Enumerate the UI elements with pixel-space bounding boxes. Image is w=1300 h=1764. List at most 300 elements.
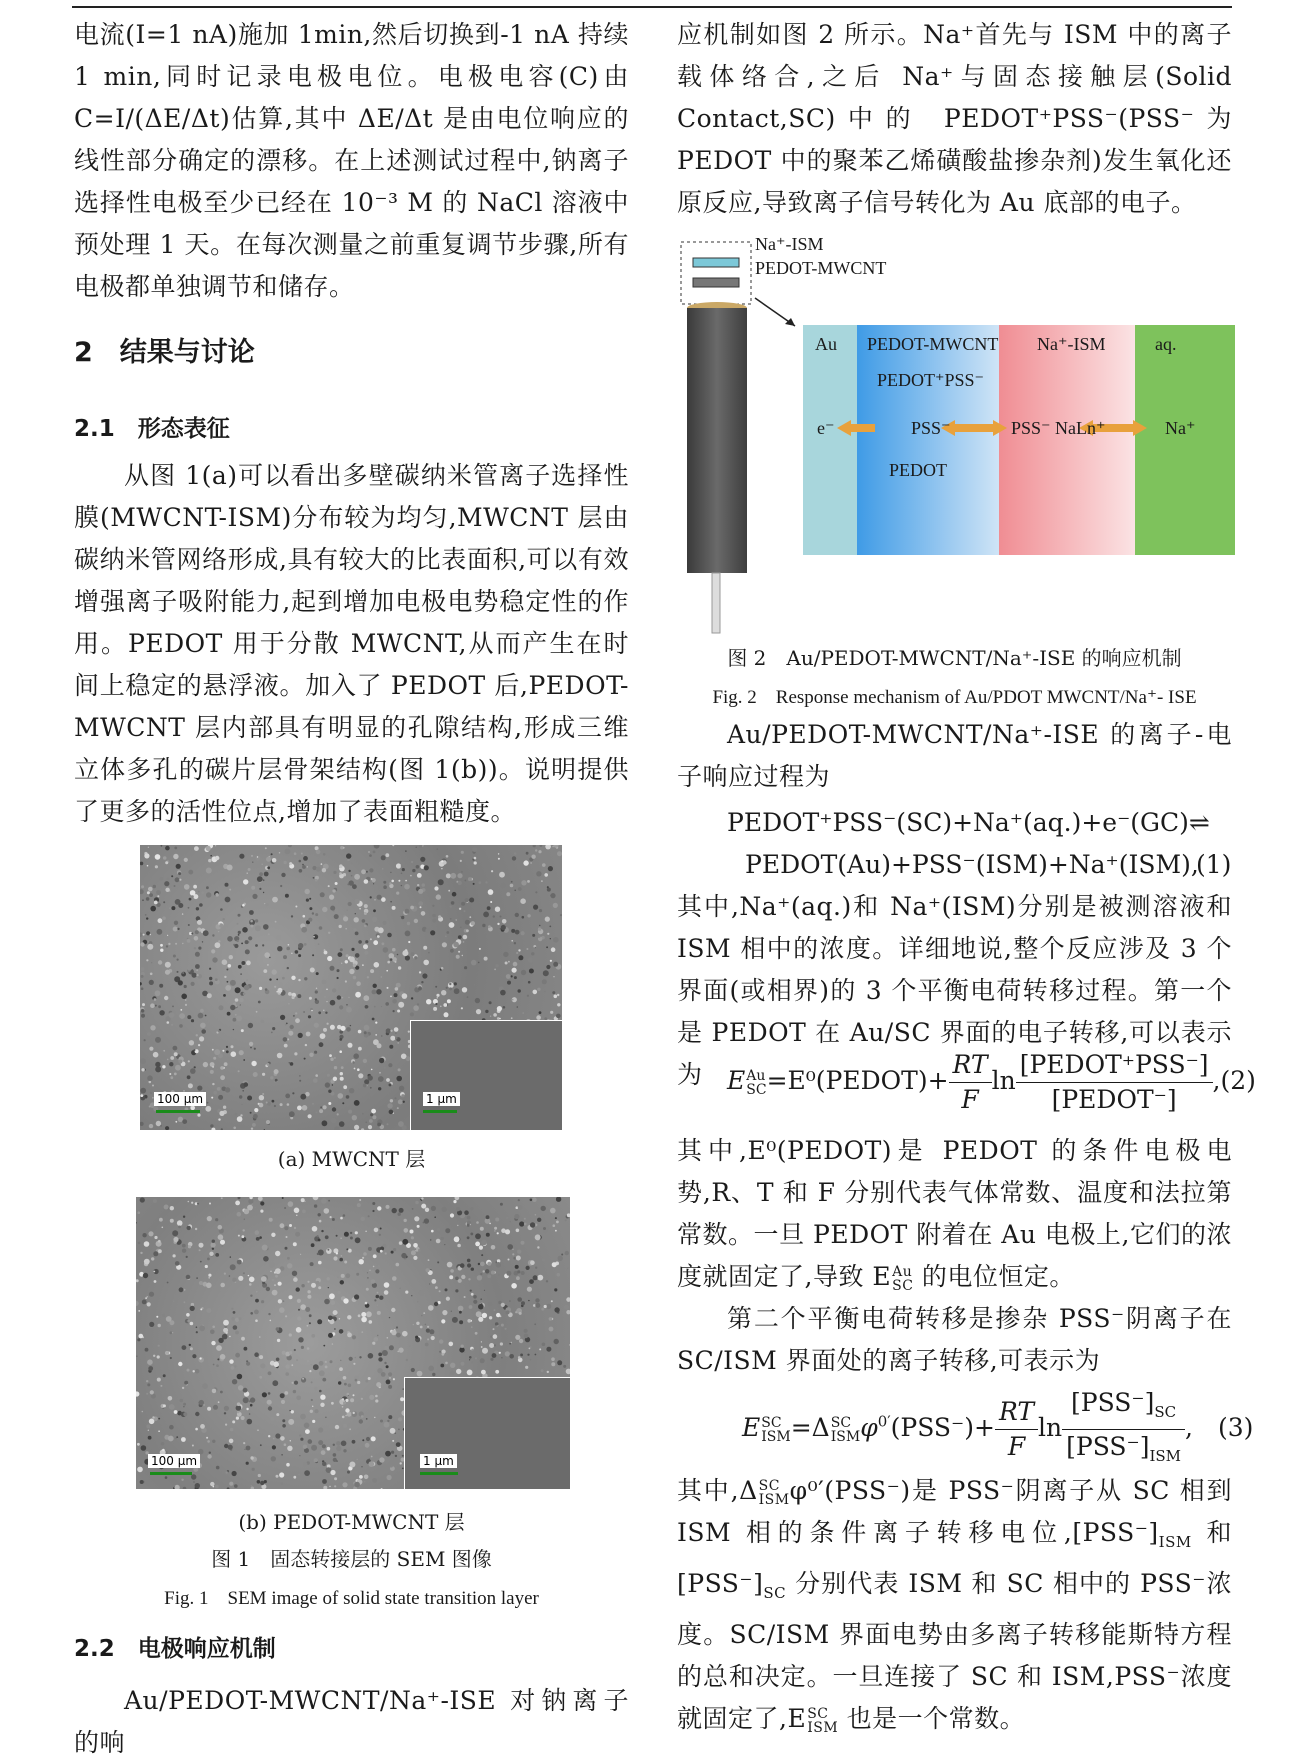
sem-grain: [449, 1275, 453, 1279]
sem-grain: [191, 1202, 193, 1204]
sem-grain: [537, 1218, 541, 1222]
zone-pedot: [857, 325, 999, 555]
sem-grain: [375, 1022, 377, 1024]
sem-grain: [421, 1315, 423, 1317]
sem-grain: [169, 1404, 175, 1410]
sem-grain: [405, 931, 411, 937]
sem-grain: [476, 1311, 482, 1317]
sem-grain: [305, 889, 310, 894]
sem-grain: [321, 863, 323, 865]
sem-grain: [555, 1230, 557, 1232]
sem-grain: [405, 850, 407, 852]
sem-grain: [381, 1035, 382, 1036]
sem-grain: [262, 1093, 264, 1095]
sem-grain: [535, 1303, 540, 1308]
sem-grain: [267, 866, 270, 869]
sem-grain: [520, 898, 526, 904]
sem-grain: [316, 988, 317, 989]
sem-grain: [304, 1058, 306, 1060]
sem-grain: [530, 1222, 535, 1227]
sem-grain: [431, 1279, 436, 1284]
sem-grain: [292, 996, 295, 999]
sem-grain: [206, 846, 211, 851]
sem-grain: [541, 1206, 546, 1211]
sem-grain: [439, 1339, 443, 1343]
sem-grain: [254, 1048, 256, 1050]
sem-grain: [323, 1345, 325, 1347]
sem-grain: [406, 1359, 408, 1361]
sem-grain: [317, 1253, 319, 1255]
sem-grain: [330, 1470, 335, 1475]
sem-grain: [355, 932, 359, 936]
sem-grain: [435, 986, 437, 988]
fig2-caption-zh-box: [677, 642, 1232, 671]
sem-grain: [434, 886, 438, 890]
sem-grain: [349, 1357, 353, 1361]
sem-grain: [359, 1475, 363, 1479]
sem-grain: [259, 1376, 262, 1379]
sem-grain: [183, 1406, 184, 1407]
sem-grain: [346, 1248, 348, 1250]
sem-grain: [272, 969, 277, 974]
sem-grain: [196, 1277, 197, 1278]
sem-grain: [153, 1251, 158, 1256]
sem-grain: [272, 1290, 278, 1296]
sem-grain: [149, 1419, 155, 1425]
sem-grain: [384, 1346, 388, 1350]
sem-grain: [304, 943, 307, 946]
sem-grain: [339, 1329, 344, 1334]
sem-grain: [357, 1381, 360, 1384]
sem-grain: [211, 1128, 215, 1130]
sem-grain: [339, 864, 343, 868]
sem-grain: [517, 1250, 521, 1254]
eq2-big-den: [PEDOT⁻]: [1051, 1085, 1177, 1114]
sem-grain: [197, 1203, 199, 1205]
sem-grain: [212, 1440, 215, 1443]
sem-grain: [348, 870, 350, 872]
sem-grain: [465, 898, 469, 902]
sem-grain: [384, 1422, 390, 1428]
sem-grain: [389, 1345, 394, 1350]
sem-grain: [441, 990, 446, 995]
sem-grain: [558, 1256, 563, 1261]
sem-grain: [175, 1438, 177, 1440]
sem-grain: [339, 1050, 342, 1053]
sem-grain: [151, 1257, 154, 1260]
sem-grain: [369, 1119, 373, 1123]
sem-grain: [187, 939, 191, 943]
sem-grain: [514, 942, 516, 944]
sem-grain: [266, 1120, 270, 1124]
sem-grain: [207, 1454, 211, 1458]
sem-grain: [265, 847, 267, 849]
sem-grain: [325, 1082, 330, 1087]
sem-grain: [364, 912, 367, 915]
sem-grain: [140, 1088, 146, 1094]
sem-grain: [387, 1337, 389, 1339]
sem-grain: [136, 1222, 137, 1224]
sem-grain: [388, 1063, 392, 1067]
sem-grain: [467, 1216, 471, 1220]
sem-grain: [141, 1009, 145, 1013]
sem-grain: [246, 961, 251, 966]
sem-grain: [291, 976, 295, 980]
sem-grain: [291, 1410, 294, 1413]
sem-grain: [528, 981, 531, 984]
sem-grain: [485, 881, 487, 883]
sem-grain: [506, 892, 510, 896]
sem-grain: [207, 1258, 210, 1261]
sem-grain: [174, 1052, 178, 1056]
sem-grain: [333, 871, 336, 874]
sem-grain: [268, 933, 270, 935]
sem-image-a: [140, 845, 562, 1130]
zone-aq: [1135, 325, 1235, 555]
sem-grain: [243, 1272, 245, 1274]
sem-grain: [329, 895, 334, 900]
sem-grain: [390, 1428, 396, 1434]
sem-grain: [184, 1289, 186, 1291]
sem-grain: [467, 996, 469, 998]
sem-grain: [347, 1339, 349, 1341]
sem-grain: [250, 1112, 252, 1114]
sem-grain: [511, 929, 515, 933]
sem-grain: [319, 1390, 322, 1393]
sem-grain: [347, 1333, 352, 1338]
sem-grain: [283, 1300, 285, 1302]
sem-grain: [223, 918, 225, 920]
sem-grain: [318, 1286, 321, 1289]
sem-grain: [140, 1094, 143, 1097]
sem-grain: [238, 1197, 241, 1199]
sem-grain: [372, 917, 377, 922]
sem-grain: [206, 886, 209, 889]
sem-grain: [182, 1387, 184, 1389]
sem-grain: [243, 1059, 245, 1061]
sem-grain: [361, 1312, 366, 1317]
sem-grain: [550, 1011, 553, 1014]
sem-grain: [358, 1073, 363, 1078]
sem-grain: [518, 949, 520, 951]
section-2-1-heading: 2.1 形态表征: [74, 416, 230, 442]
sem-grain: [153, 1355, 155, 1357]
sem-grain: [365, 940, 368, 943]
sem-grain: [441, 1237, 444, 1240]
sem-grain: [226, 1046, 228, 1048]
sem-grain: [387, 1123, 389, 1125]
sem-grain: [137, 1286, 139, 1288]
sem-grain: [152, 1416, 154, 1418]
sem-grain: [259, 987, 262, 990]
right-para-6-box: [677, 1470, 1232, 1740]
sem-grain: [230, 1428, 234, 1432]
sem-grain: [295, 1012, 297, 1014]
sem-grain: [430, 1239, 432, 1241]
sem-grain: [244, 985, 250, 991]
sem-grain: [557, 1360, 562, 1365]
sem-grain: [377, 1311, 381, 1315]
sem-grain: [173, 854, 178, 859]
sem-grain: [307, 1295, 311, 1299]
sem-grain: [165, 1476, 168, 1479]
sem-grain: [232, 1471, 237, 1476]
sem-grain: [299, 1075, 300, 1076]
sem-grain: [266, 857, 271, 862]
sem-grain: [269, 957, 270, 958]
right-para-2: Au/PEDOT-MWCNT/Na⁺-ISE 的离子-电子响应过程为: [677, 720, 1232, 791]
sem-grain: [328, 885, 330, 887]
sem-grain: [421, 1204, 426, 1209]
sem-grain: [455, 1197, 460, 1200]
sem-grain: [389, 1083, 392, 1086]
sem-grain: [390, 1465, 393, 1468]
sem-grain: [322, 1444, 326, 1448]
sem-grain: [456, 1369, 461, 1374]
sem-grain: [507, 1244, 513, 1250]
sem-grain: [475, 1242, 480, 1247]
sem-grain: [509, 1343, 510, 1344]
sem-grain: [346, 1095, 350, 1099]
sem-grain: [381, 1488, 383, 1489]
sem-grain: [330, 1216, 332, 1218]
sem-grain: [467, 1236, 470, 1239]
sem-grain: [237, 1212, 242, 1217]
sem-grain: [376, 989, 382, 995]
sem-grain: [174, 1410, 178, 1414]
sem-grain: [321, 1230, 323, 1232]
sem-grain: [173, 1301, 175, 1303]
section-2-heading: 2 结果与讨论: [74, 337, 255, 368]
sem-grain: [366, 1122, 368, 1124]
sem-grain: [244, 1082, 249, 1087]
sem-grain: [364, 1031, 367, 1034]
sem-grain: [162, 1065, 165, 1068]
sem-grain: [469, 1356, 472, 1359]
sem-grain: [334, 1477, 337, 1480]
sem-grain: [342, 1406, 344, 1408]
sem-grain: [162, 1227, 164, 1229]
sem-grain: [205, 1265, 208, 1268]
sem-grain: [251, 1487, 254, 1490]
sem-grain: [177, 971, 179, 973]
sem-grain: [505, 962, 508, 965]
sem-grain: [496, 1262, 502, 1268]
sem-grain: [410, 906, 414, 910]
sem-grain: [244, 1219, 245, 1220]
sem-grain: [280, 1393, 285, 1398]
sem-grain: [408, 941, 410, 943]
sem-grain: [233, 1029, 234, 1030]
sem-grain: [413, 1243, 418, 1248]
sem-grain: [492, 1353, 497, 1358]
sem-grain: [269, 1218, 273, 1222]
sem-grain: [250, 1295, 252, 1297]
sem-grain: [288, 1419, 294, 1425]
sem-grain: [324, 951, 328, 955]
sem-grain: [315, 879, 318, 882]
sem-grain: [357, 1068, 360, 1071]
sem-grain: [331, 1402, 334, 1405]
sem-grain: [399, 1348, 404, 1353]
sem-grain: [397, 1010, 400, 1013]
sem-grain: [200, 1357, 202, 1359]
sem-grain: [235, 1331, 239, 1335]
sem-grain: [354, 1294, 359, 1299]
sem-grain: [479, 1246, 483, 1250]
sem-grain: [362, 1439, 364, 1441]
sem-grain: [313, 1197, 319, 1200]
sem-grain: [218, 1234, 224, 1240]
sem-grain: [158, 1345, 160, 1347]
sem-grain: [298, 1474, 300, 1476]
sem-grain: [296, 1287, 300, 1291]
sem-grain: [308, 1015, 311, 1018]
sem-grain: [323, 1105, 327, 1109]
ism-layer: [693, 258, 739, 267]
sem-grain: [210, 1482, 214, 1486]
sem-grain: [237, 1116, 243, 1122]
sem-grain: [287, 1103, 290, 1106]
sem-grain: [495, 907, 500, 912]
sem-grain: [335, 1425, 339, 1429]
sem-grain: [284, 1226, 288, 1230]
sem-grain: [222, 1050, 224, 1052]
sem-grain: [292, 1271, 297, 1276]
sem-grain: [347, 883, 349, 885]
sem-grain: [211, 1341, 215, 1345]
sem-grain: [298, 943, 303, 948]
sem-grain: [402, 1331, 408, 1337]
sem-grain: [174, 847, 177, 850]
sem-grain: [229, 1359, 233, 1363]
sem-grain: [157, 1355, 160, 1358]
sem-grain: [232, 1420, 235, 1423]
sem-grain: [260, 1444, 262, 1446]
sem-grain: [182, 1345, 187, 1350]
sem-grain: [425, 1208, 429, 1212]
sem-grain: [511, 940, 513, 942]
sem-grain: [216, 1364, 219, 1367]
sem-grain: [277, 1339, 280, 1342]
sem-grain: [340, 1217, 343, 1220]
sem-grain: [141, 1445, 147, 1451]
sem-grain: [154, 1236, 157, 1239]
sem-grain: [228, 964, 232, 968]
sem-grain: [512, 999, 514, 1001]
sem-grain: [209, 968, 211, 970]
sem-grain: [398, 1068, 401, 1071]
sem-grain: [292, 1382, 294, 1384]
sem-grain: [236, 971, 238, 973]
sem-grain: [341, 997, 343, 999]
sem-grain: [474, 861, 477, 864]
sem-grain: [341, 1255, 343, 1257]
sem-grain: [538, 927, 541, 930]
sem-grain: [470, 1290, 472, 1292]
sem-grain: [182, 913, 183, 914]
sem-grain: [138, 1310, 140, 1312]
zone-au: [803, 325, 857, 555]
sem-grain: [488, 925, 491, 928]
sem-grain: [303, 1445, 307, 1449]
sem-grain: [442, 1353, 445, 1356]
sem-grain: [309, 997, 312, 1000]
sem-grain: [235, 1014, 237, 1016]
sem-grain: [450, 1213, 454, 1217]
sem-grain: [376, 1295, 380, 1299]
sem-grain: [517, 1297, 522, 1302]
sem-grain: [245, 949, 250, 954]
sem-grain: [287, 1257, 290, 1260]
sem-grain: [440, 1006, 442, 1008]
sem-grain: [285, 1094, 290, 1099]
sem-grain: [445, 1228, 450, 1233]
sem-grain: [188, 1060, 190, 1062]
sem-grain: [487, 1274, 491, 1278]
sem-grain: [336, 1252, 338, 1254]
sem-grain: [398, 1429, 400, 1431]
sem-grain: [410, 875, 412, 877]
sem-grain: [224, 1406, 229, 1411]
sem-grain: [212, 1083, 214, 1085]
sem-grain: [263, 969, 267, 973]
sem-grain: [451, 1311, 452, 1312]
sem-grain: [236, 1405, 242, 1411]
sem-grain: [450, 873, 456, 879]
sem-grain: [343, 1376, 347, 1380]
sem-grain: [197, 1086, 202, 1091]
sem-grain: [233, 1311, 236, 1314]
sem-grain: [288, 845, 292, 847]
sem-grain: [524, 1223, 527, 1226]
sem-grain: [196, 969, 198, 971]
sem-grain: [203, 930, 209, 936]
sem-grain: [155, 1005, 157, 1007]
sem-grain: [215, 845, 216, 846]
sem-grain: [235, 987, 241, 993]
sem-grain: [316, 1281, 320, 1285]
sem-grain: [307, 1325, 309, 1327]
sem-grain: [304, 1423, 310, 1429]
sem-grain: [551, 1300, 553, 1302]
sem-grain: [518, 955, 523, 960]
sem-grain: [140, 889, 144, 894]
sem-grain: [140, 862, 143, 866]
sem-grain: [189, 898, 192, 901]
sem-grain: [210, 1330, 215, 1335]
sem-grain: [201, 1029, 206, 1034]
sem-grain: [261, 1276, 267, 1282]
sem-grain: [256, 1237, 260, 1241]
sem-grain: [535, 1234, 541, 1240]
sem-grain: [378, 1087, 381, 1090]
sem-grain: [550, 938, 551, 939]
sem-grain: [535, 947, 536, 948]
sem-grain: [486, 1215, 490, 1219]
sem-grain: [417, 884, 419, 886]
sem-grain: [455, 1289, 458, 1292]
sem-grain: [556, 1197, 561, 1202]
sem-grain: [182, 943, 183, 944]
sem-grain: [500, 916, 502, 918]
sem-grain: [383, 921, 387, 925]
left-para-3-box: [74, 1680, 629, 1764]
sem-grain: [156, 890, 161, 895]
sem-grain: [251, 1061, 256, 1066]
sem-grain: [249, 1413, 251, 1415]
sem-grain: [493, 915, 495, 917]
